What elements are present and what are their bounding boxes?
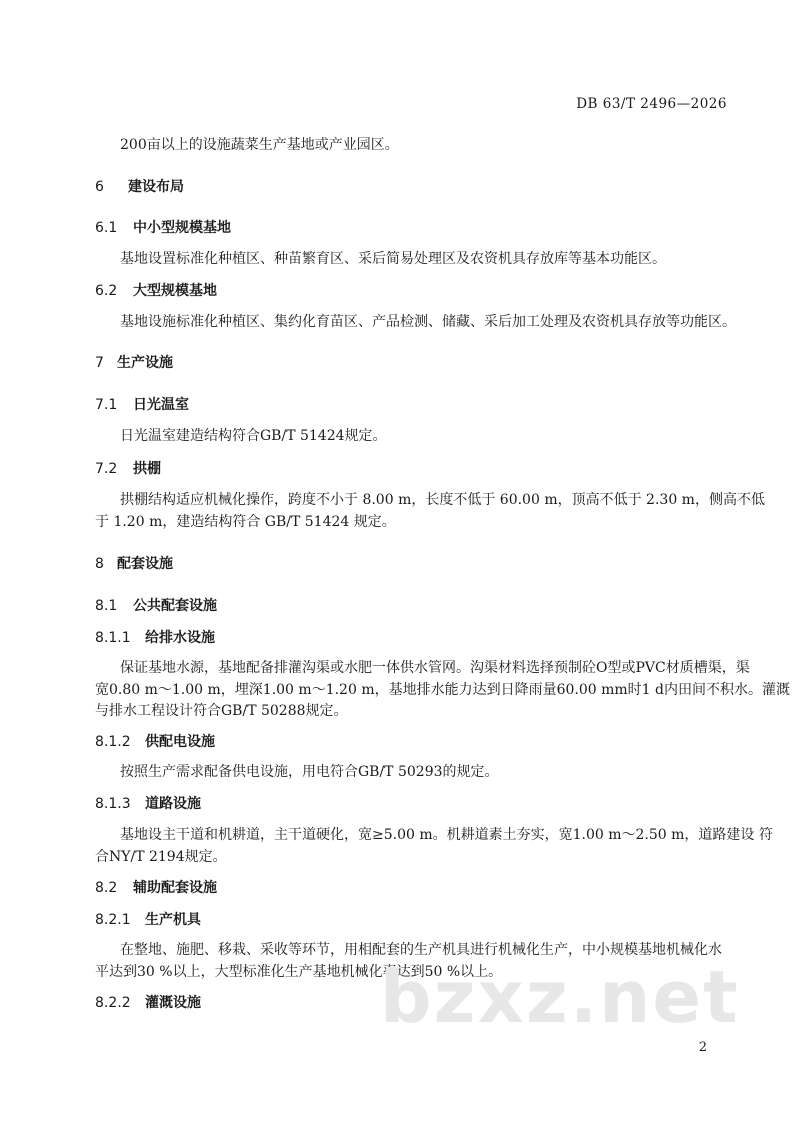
section-title: 生产机具 — [145, 912, 201, 928]
section-title: 道路设施 — [145, 796, 201, 812]
section-title: 中小型规模基地 — [133, 220, 231, 236]
section-8-1-1-text-line-3: 与排水工程设计符合GB/T 50288规定。 — [95, 703, 348, 719]
section-number: 8.1 — [95, 598, 118, 614]
section-8-heading — [95, 553, 173, 573]
section-8-2-heading — [95, 877, 217, 897]
section-number: 7.1 — [95, 397, 118, 413]
section-number: 8.2.2 — [95, 995, 131, 1011]
section-title: 生产设施 — [117, 355, 173, 371]
section-8-1-2-text: 按照生产需求配备供电设施，用电符合GB/T 50293的规定。 — [120, 764, 499, 780]
section-title: 大型规模基地 — [133, 283, 217, 299]
section-title: 灌溉设施 — [145, 995, 201, 1011]
section-number: 7.2 — [95, 461, 118, 477]
section-6-2-text: 基地设施标准化种植区、集约化育苗区、产品检测、储藏、采后加工处理及农资机具存放等功能区。 — [120, 314, 736, 330]
section-title: 建设布局 — [128, 179, 184, 195]
section-number: 8.2 — [95, 880, 118, 896]
section-6-heading — [95, 176, 184, 196]
section-8-1-1-heading — [95, 627, 215, 647]
section-number: 8.1.1 — [95, 630, 131, 646]
section-6-1-text: 基地设置标准化种植区、种苗繁育区、采后简易处理区及农资机具存放库等基本功能区。 — [120, 251, 666, 267]
section-8-1-heading — [95, 595, 217, 615]
section-title: 公共配套设施 — [133, 598, 217, 614]
section-title: 拱棚 — [133, 461, 161, 477]
section-6-2-heading — [95, 280, 217, 300]
section-7-1-text: 日光温室建造结构符合GB/T 51424规定。 — [120, 428, 387, 444]
section-8-2-1-text-line-1: 在整地、施肥、移栽、采收等环节，用相配套的生产机具进行机械化生产，中小规模基地机械化水 — [120, 942, 722, 958]
section-title: 日光温室 — [133, 397, 189, 413]
section-7-2-text-line-2: 于 1.20 m，建造结构符合 GB/T 51424 规定。 — [95, 514, 396, 530]
section-8-1-3-heading — [95, 793, 201, 813]
watermark-logo: bzxz.net — [380, 955, 740, 1039]
section-8-1-2-heading — [95, 731, 215, 751]
document-code: DB 63/T 2496—2026 — [576, 96, 727, 112]
section-title: 辅助配套设施 — [133, 880, 217, 896]
intro-paragraph: 200亩以上的设施蔬菜生产基地或产业园区。 — [120, 137, 399, 153]
section-number: 6.2 — [95, 283, 118, 299]
section-7-2-heading — [95, 458, 161, 478]
section-7-1-heading — [95, 394, 189, 414]
section-title: 配套设施 — [117, 556, 173, 572]
section-7-2-text-line-1: 拱棚结构适应机械化操作，跨度不小于 8.00 m，长度不低于 60.00 m，顶高不低于 2.30 m，侧高不低 — [120, 492, 765, 508]
section-number: 8 — [95, 556, 104, 572]
section-number: 8.2.1 — [95, 912, 131, 928]
section-title: 供配电设施 — [145, 734, 215, 750]
section-8-1-1-text-line-2: 宽0.80 m～1.00 m，埋深1.00 m～1.20 m，基地排水能力达到日降雨量60.00 mm时1 d内田间不积水。灌溉 — [95, 682, 790, 698]
section-number: 8.1.3 — [95, 796, 131, 812]
section-number: 8.1.2 — [95, 734, 131, 750]
section-8-2-1-text-line-2: 平达到30 %以上，大型标准化生产基地机械化率达到50 %以上。 — [95, 964, 503, 980]
section-title: 给排水设施 — [145, 630, 215, 646]
section-8-1-1-text-line-1: 保证基地水源，基地配备排灌沟渠或水肥一体供水管网。沟渠材料选择预制砼O型或PVC材质槽渠，渠 — [120, 660, 750, 676]
section-8-1-3-text-line-1: 基地设主干道和机耕道，主干道硬化，宽≥5.00 m。机耕道素土夯实，宽1.00 m～2.50 m，道路建设 符 — [120, 827, 773, 843]
section-8-1-3-text-line-2: 合NY/T 2194规定。 — [95, 849, 227, 865]
page-number: 2 — [698, 1040, 707, 1055]
section-number: 7 — [95, 355, 104, 371]
section-8-2-2-heading — [95, 992, 201, 1012]
section-number: 6.1 — [95, 220, 118, 236]
section-6-1-heading — [95, 217, 231, 237]
section-7-heading — [95, 352, 173, 372]
section-8-2-1-heading — [95, 909, 201, 929]
section-number: 6 — [95, 179, 104, 195]
